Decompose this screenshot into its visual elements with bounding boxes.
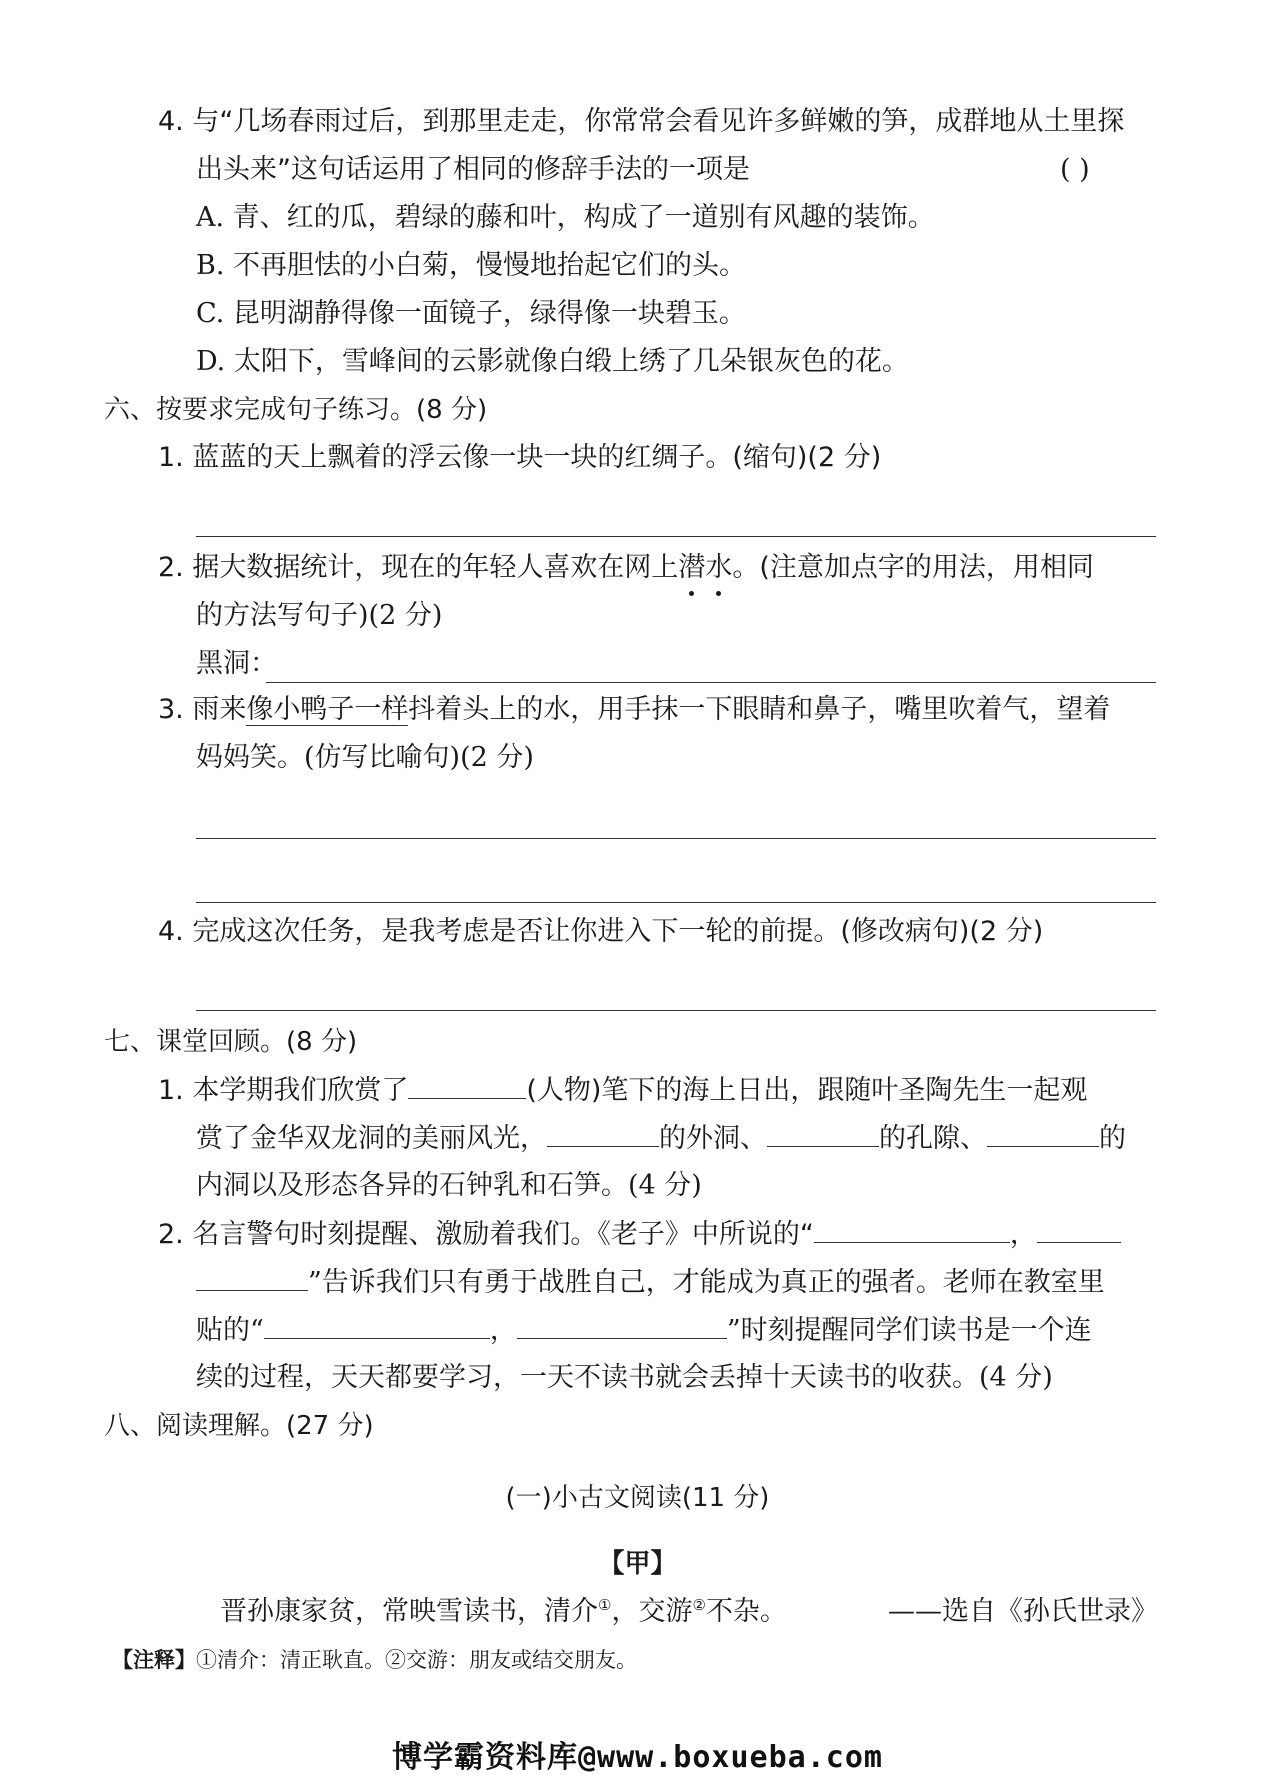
passage-text-b: ，交游	[611, 1596, 693, 1627]
annotation	[112, 1644, 637, 1676]
s7-q2-text-f: ”时刻提醒同学们读书是一个连	[726, 1315, 1092, 1346]
section-6-title: 六、按要求完成句子练习。(8 分)	[104, 395, 488, 425]
s7-q1-text-c: 赏了金华双龙洞的美丽风光，	[196, 1123, 547, 1154]
s7-q1-text-f: 的	[1099, 1123, 1126, 1154]
s7-q2-text-e: ，	[489, 1315, 517, 1346]
q4-stem-line1: 4. 与“几场春雨过后，到那里走走，你常常会看见许多鲜嫩的笋，成群地从土里探	[158, 106, 1125, 137]
q4-option-b[interactable]: B. 不再胆怯的小白菊，慢慢地抬起它们的头。	[196, 250, 747, 281]
s7-q2-line2	[196, 1262, 1105, 1303]
s6-q4-answer-line[interactable]	[196, 1010, 1156, 1011]
site-watermark: 博学霸资料库@www.boxueba.com	[392, 1740, 883, 1775]
s6-q3-answer-line-2[interactable]	[196, 902, 1156, 903]
s7-q1-line1	[158, 1070, 1087, 1111]
s7-q2-blank-2b[interactable]	[196, 1262, 308, 1291]
q4-answer-bracket[interactable]: ( )	[1060, 154, 1090, 185]
s7-q1-blank-person[interactable]	[408, 1070, 526, 1099]
s7-q1-text-d: 的外洞、	[659, 1123, 767, 1154]
section-7-title: 七、课堂回顾。(8 分)	[104, 1027, 358, 1057]
q4-option-a[interactable]: A. 青、红的瓜，碧绿的藤和叶，构成了一道别有风趣的装饰。	[196, 202, 935, 233]
s7-q2-line1	[158, 1214, 1121, 1255]
s6-q2-text-post: 。(注意加点字的用法，用相同	[732, 552, 1094, 583]
s6-q3-underlined: 像小鸭子一样	[246, 694, 409, 725]
annotation-text: ①清介：清正耿直。②交游：朋友或结交朋友。	[196, 1648, 637, 1672]
s7-q1-blank-outer-cave[interactable]	[547, 1118, 659, 1147]
s7-q2-blank-4[interactable]	[517, 1310, 727, 1339]
passage-source: ——选自《孙氏世录》	[888, 1596, 1158, 1627]
s7-q2-text-d: 贴的“	[196, 1315, 264, 1346]
s6-q2-line1	[158, 548, 1094, 588]
s6-q2-label: 黑洞：	[196, 648, 277, 679]
s6-q1: 1. 蓝蓝的天上飘着的浮云像一块一块的红绸子。(缩句)(2 分)	[158, 442, 882, 473]
s7-q1-text-b: (人物)笔下的海上日出，跟随叶圣陶先生一起观	[526, 1075, 1088, 1106]
s6-q3-text-post: 抖着头上的水，用手抹一下眼睛和鼻子，嘴里吹着气，望着	[408, 694, 1111, 725]
s7-q2-blank-3[interactable]	[264, 1310, 490, 1339]
s7-q2-text-b: ，	[1009, 1219, 1037, 1250]
s6-q3-answer-line-1[interactable]	[196, 838, 1156, 839]
q4-option-d[interactable]: D. 太阳下，雪峰间的云影就像白缎上绣了几朵银灰色的花。	[196, 346, 909, 377]
reading-subtitle: (一)小古文阅读(11 分)	[505, 1483, 770, 1513]
s7-q2-blank-2a[interactable]	[1037, 1214, 1121, 1243]
passage-text-c: 不杂。	[705, 1596, 787, 1627]
s6-q1-answer-line[interactable]	[196, 536, 1156, 537]
s7-q2-line3	[196, 1310, 1092, 1351]
s7-q1-line3: 内洞以及形态各异的石钟乳和石笋。(4 分)	[196, 1170, 702, 1201]
q4-option-c[interactable]: C. 昆明湖静得像一面镜子，绿得像一块碧玉。	[196, 298, 746, 329]
passage-text-a: 晋孙康家贫，常映雪读书，清介	[220, 1596, 598, 1627]
s6-q2-line2: 的方法写句子)(2 分)	[196, 600, 443, 631]
s7-q1-text-a: 1. 本学期我们欣赏了	[158, 1075, 409, 1106]
s6-q3-line2: 妈妈笑。(仿写比喻句)(2 分)	[196, 742, 534, 773]
s7-q2-line4: 续的过程，天天都要学习，一天不读书就会丢掉十天读书的收获。(4 分)	[196, 1362, 1053, 1393]
s7-q2-blank-1[interactable]	[814, 1214, 1010, 1243]
s7-q1-blank-gap[interactable]	[767, 1118, 879, 1147]
s6-q3-line1	[158, 690, 1110, 730]
s6-q2-answer-line[interactable]	[266, 682, 1156, 683]
s7-q1-line2	[196, 1118, 1126, 1159]
footnote-ref-2: ②	[692, 1596, 706, 1614]
passage-jia-heading: 【甲】	[598, 1549, 677, 1579]
passage-jia-text	[220, 1592, 787, 1632]
s6-q3-text-pre: 3. 雨来	[158, 694, 247, 725]
s6-q2-text-pre: 2. 据大数据统计，现在的年轻人喜欢在网上	[158, 552, 679, 583]
footnote-ref-1: ①	[598, 1596, 612, 1614]
s6-q2-dotted-char-1: 潜	[678, 548, 705, 588]
s6-q2-dotted-char-2: 水	[705, 548, 732, 588]
s7-q1-blank-inner-cave[interactable]	[987, 1118, 1099, 1147]
section-8-title: 八、阅读理解。(27 分)	[104, 1411, 374, 1441]
s7-q2-text-c: ”告诉我们只有勇于战胜自己，才能成为真正的强者。老师在教室里	[308, 1267, 1105, 1298]
annotation-label: 【注释】	[112, 1648, 196, 1672]
s7-q2-text-a: 2. 名言警句时刻提醒、激励着我们。《老子》中所说的“	[158, 1219, 814, 1250]
s6-q4: 4. 完成这次任务，是我考虑是否让你进入下一轮的前提。(修改病句)(2 分)	[158, 916, 1044, 947]
q4-stem-line2: 出头来”这句话运用了相同的修辞手法的一项是	[196, 154, 750, 185]
s7-q1-text-e: 的孔隙、	[879, 1123, 987, 1154]
